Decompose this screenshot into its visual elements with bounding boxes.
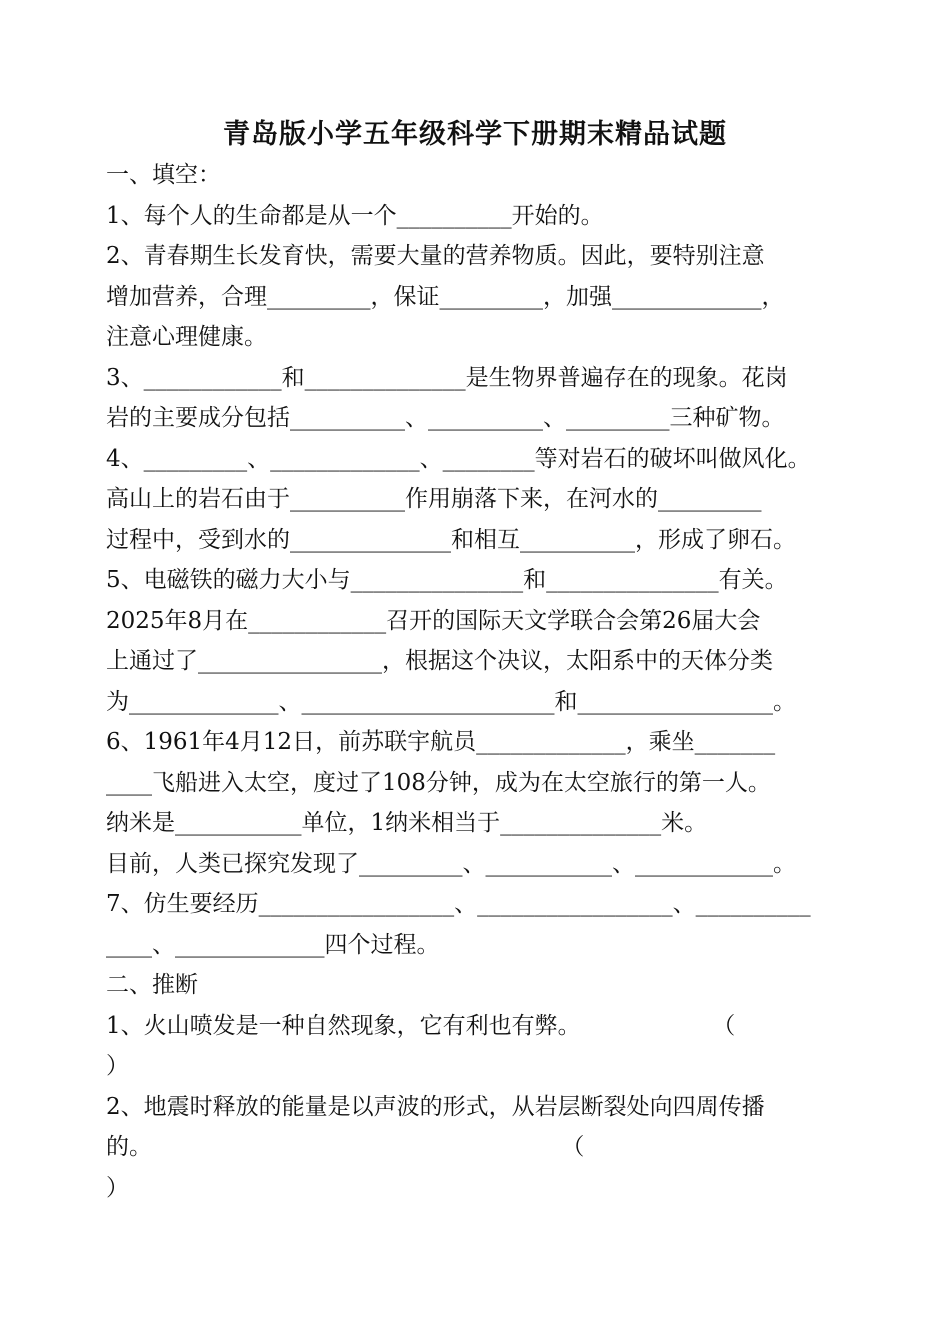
answer-bracket: ）	[106, 1175, 129, 1201]
question-line: ____、_____________四个过程。	[106, 932, 440, 958]
question-line: 5、电磁铁的磁力大小与_______________和_______________有关。	[106, 567, 788, 593]
question-line: 的。 （	[106, 1134, 585, 1160]
question-line: 纳米是___________单位，1纳米相当于______________米。	[106, 810, 708, 836]
question-line: 目前，人类已探究发现了_________、___________、____________。	[106, 851, 796, 877]
question-line: 为_____________、______________________和_________________。	[106, 689, 796, 715]
question-line: 上通过了________________，根据这个决议，太阳系中的天体分类	[106, 648, 773, 674]
question-line: 2、青春期生长发育快，需要大量的营养物质。因此，要特别注意	[106, 243, 765, 269]
question-line: 3、____________和______________是生物界普遍存在的现象。花岗	[106, 365, 788, 391]
question-line: 增加营养，合理_________，保证_________，加强_____________，	[106, 284, 785, 310]
question-line: 注意心理健康。	[106, 324, 267, 350]
section-heading-fill-blank: 一、填空：	[106, 162, 221, 188]
question-line: 1、每个人的生命都是从一个__________开始的。	[106, 203, 604, 229]
question-line: 过程中，受到水的______________和相互__________，形成了卵石。	[106, 527, 796, 553]
page-title: 青岛版小学五年级科学下册期末精品试题	[223, 119, 727, 150]
question-line: 6、1961年4月12日，前苏联宇航员_____________，乘坐_______	[106, 729, 776, 755]
section-heading-judgement: 二、推断	[106, 972, 198, 998]
question-line: 2、地震时释放的能量是以声波的形式，从岩层断裂处向四周传播	[106, 1094, 765, 1120]
question-line: 7、仿生要经历_________________、_________________、__________	[106, 891, 811, 917]
question-line: 高山上的岩石由于__________作用崩落下来，在河水的_________	[106, 486, 762, 512]
question-line: 岩的主要成分包括__________、__________、_________三种矿物。	[106, 405, 785, 431]
question-line: 4、_________、_____________、________等对岩石的破坏叫做风化。	[106, 446, 811, 472]
question-line: 1、火山喷发是一种自然现象，它有利也有弊。 （	[106, 1013, 736, 1039]
question-line: 2025年8月在____________召开的国际天文学联合会第26届大会	[106, 608, 761, 634]
answer-bracket: ）	[106, 1053, 129, 1079]
question-line: ____飞船进入太空，度过了108分钟，成为在太空旅行的第一人。	[106, 770, 771, 796]
